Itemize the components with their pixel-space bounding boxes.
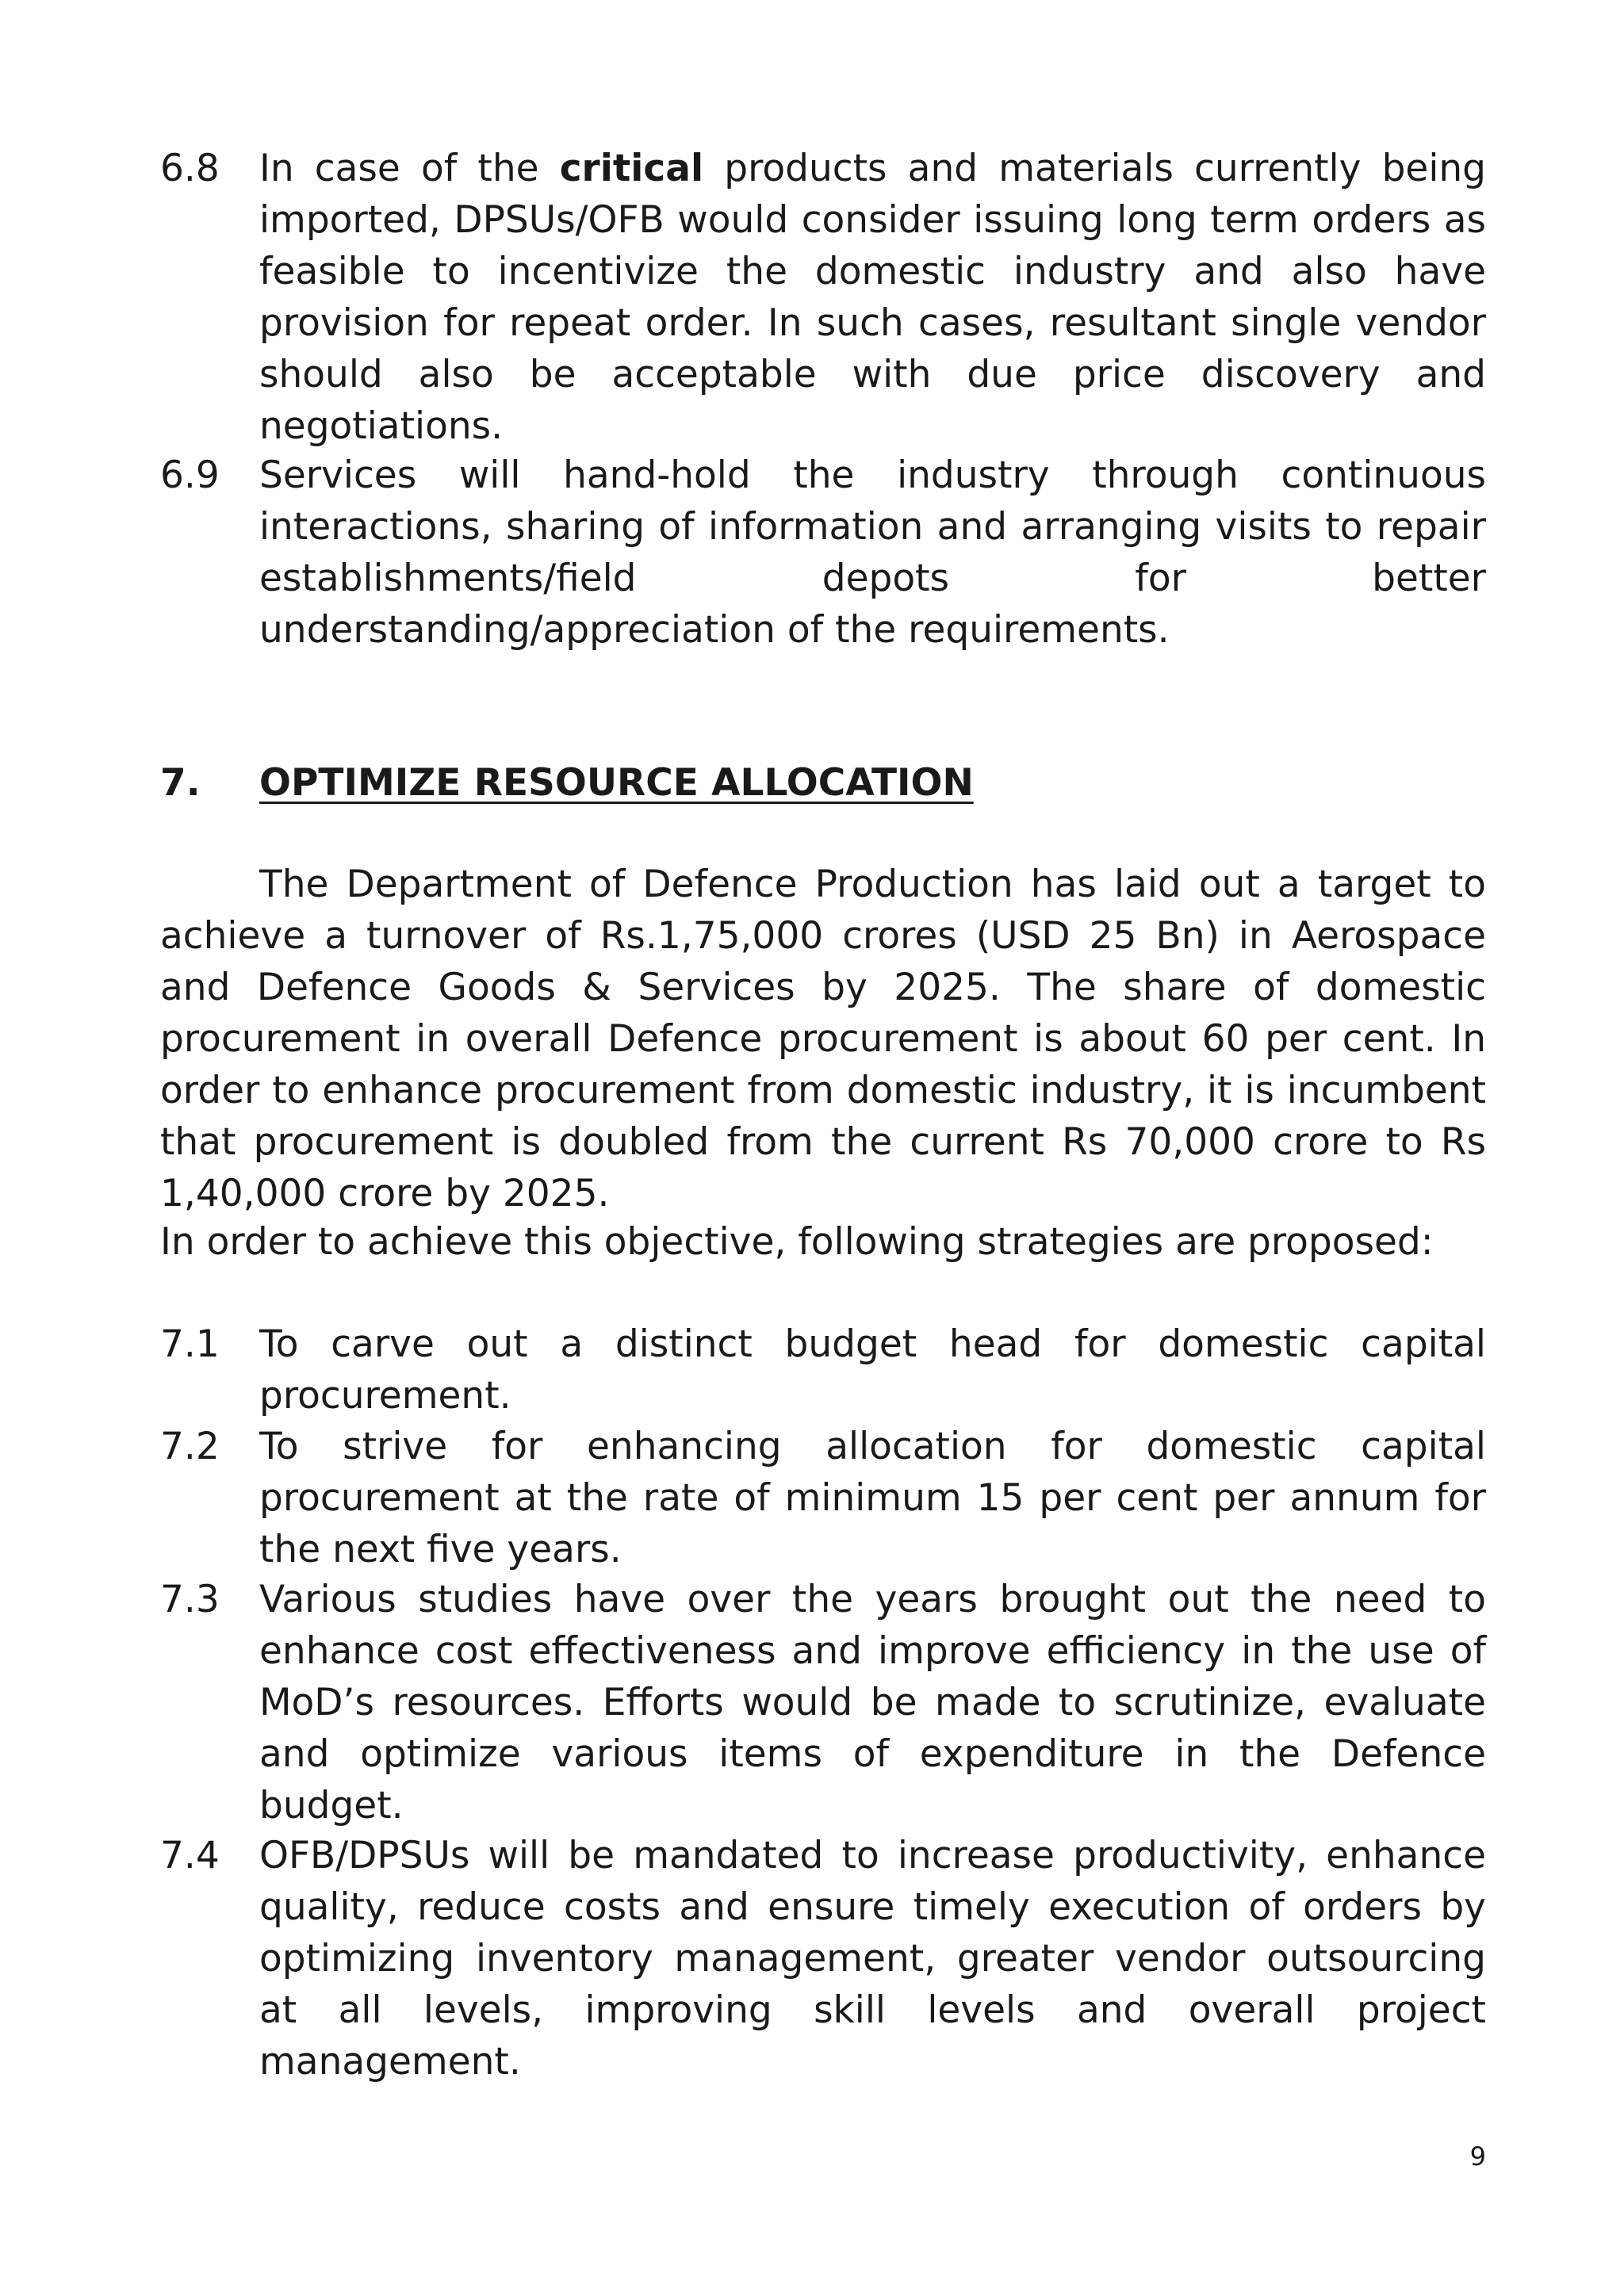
paragraph-number: 6.8	[160, 147, 220, 190]
paragraph-number: 7.4	[160, 1834, 220, 1877]
paragraph-text: OFB/DPSUs will be mandated to increase productivity, enhance quality, reduce costs and ensure timely execution of orders by optimizing inventory management, greater vendor outsourcing at all levels, improving skill levels and overall project management.	[259, 1834, 1486, 2084]
page-number: 9	[1469, 2141, 1486, 2172]
section-intro: The Department of Defence Production has laid out a target to achieve a turnover of Rs.1,75,000 crores (USD 25 Bn) in Aerospace and Defence Goods & Services by 2025. The share of domestic procurement in overall Defence procurement is about 60 per cent. In order to enhance procurement from domestic industry, it is incumbent that procurement is doubled from the current Rs 70,000 crore to Rs 1,40,000 crore by 2025.	[160, 863, 1486, 1215]
paragraph-text: Various studies have over the years brought out the need to enhance cost effectiveness and improve efficiency in the use of MoD’s resources. Efforts would be made to scrutinize, evaluate and optimize various items of expenditure in the Defence budget.	[259, 1578, 1486, 1827]
strategies-lead: In order to achieve this objective, following strategies are proposed:	[160, 1220, 1434, 1264]
section-number: 7.	[160, 761, 201, 805]
section-heading	[160, 757, 1486, 809]
emphasis-critical: critical	[559, 147, 704, 190]
paragraph-7-1	[160, 1318, 1486, 1422]
paragraph-text: To strive for enhancing allocation for domestic capital procurement at the rate of minimum 15 per cent per annum for the next five years.	[259, 1425, 1486, 1571]
text-run: products and materials currently being imported, DPSUs/OFB would consider issuing long term orders as feasible to incentivize the domestic industry and also have provision for repeat order. In such cases, resultant single vendor should also be acceptable with due price discovery and negotiations.	[259, 147, 1486, 448]
paragraph-number: 6.9	[160, 453, 220, 497]
section-title: OPTIMIZE RESOURCE ALLOCATION	[259, 761, 974, 805]
paragraph-text: Services will hand-hold the industry through continuous interactions, sharing of information and arranging visits to repair establishments/field depots for better understanding/appreciation of the requirements.	[259, 453, 1486, 652]
paragraph-number: 7.3	[160, 1578, 220, 1621]
paragraph-6-8	[160, 143, 1486, 452]
paragraph-6-9	[160, 450, 1486, 656]
paragraph-text	[259, 143, 1486, 452]
paragraph-number: 7.2	[160, 1425, 220, 1468]
paragraph-text: To carve out a distinct budget head for domestic capital procurement.	[259, 1322, 1486, 1418]
text-run: In case of the	[259, 147, 560, 190]
paragraph-7-4	[160, 1830, 1486, 2087]
paragraph-7-3	[160, 1574, 1486, 1831]
paragraph-7-2	[160, 1421, 1486, 1575]
paragraph-number: 7.1	[160, 1322, 220, 1366]
